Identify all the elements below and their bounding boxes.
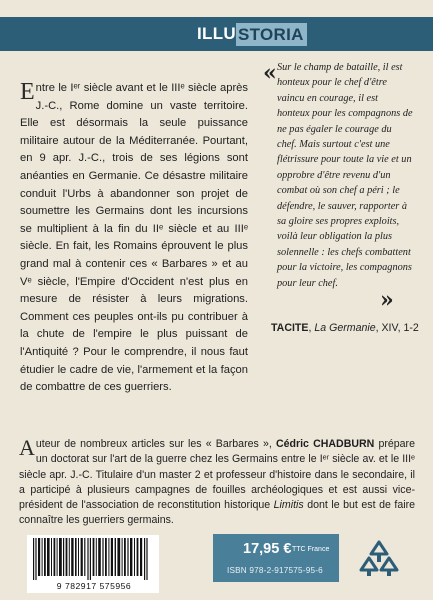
bio-text-3: dont le but est de faire connaître les guerriers germains. [19,499,415,527]
bio-dropcap: A [19,435,35,460]
quote-text: Sur le champ de bataille, il est honteux pour le chef d'être vaincu en courage, il est honteux pour les compagnons de ne pas égaler le courage du chef. Mais surtout c'est une flétrissure pour toute la vie et un opprobre d'être revenu d'un combat où son chef a péri ; le défendre, le sauver, rapporter à sa gloire ses propres exploits, voilà leur obligation la plus solennelle : les chefs combattent pour la victoire, les compagnons pour leur chef. [277,62,413,289]
barcode [27,535,159,593]
summary-paragraph [20,80,248,397]
isbn-number: ISBN 978-2-917575-95-6 [227,566,323,575]
barcode-bars [33,538,153,580]
quote-close-mark: » [380,287,394,313]
association-name: Limitis [273,499,304,512]
price-ttc: TTC France [292,546,330,553]
brand-part-1: ILLU [197,24,236,43]
quote-open-mark: « [263,60,277,86]
quote-author: TACITE [271,322,309,334]
bio-text-1: uteur de nombreux articles sur les « Barbares », [35,438,276,450]
quote-attribution: TACITE, La Germanie, XIV, 1-2 [271,322,419,334]
barcode-digits: 9 782917 575956 [56,581,132,591]
quote-work: La Germanie [314,322,376,334]
price-amount: 17,95 € [243,541,292,557]
collection-logo [197,17,317,51]
author-name: Cédric CHADBURN [275,438,375,450]
price-box [213,534,339,582]
author-bio [19,437,415,529]
dropcap: E [20,79,35,105]
publisher-logo-icon [356,536,402,582]
brand-part-2: STORIA [236,23,307,46]
summary-text: ntre le Iᵉʳ siècle avant et le IIIᵉ siècle après J.-C., Rome domine un vaste territoire. Elle est désormais la seule puissance militaire autour de la Méditerranée. Pourtant, en 9 apr. J.-C., trois de ses légions sont anéanties en Germanie. Ce désastre militaire conduit l'Urbs à abandonner son projet de soumettre les Germains dont les incursions se multiplient à la fin du IIᵉ siècle et au IIIᵉ siècle. En fait, les Romains éprouvent le plus grand mal à contenir ces « Barbares » et au Vᵉ siècle, l'Empire d'Occident n'est plus en mesure de résister à leurs migrations. Comment ces peuples ont-ils pu contribuer à la chute de l'empire le plus puissant de l'Antiquité ? Pour le comprendre, il nous faut étudier le cadre de vie, l'armement et la façon de combattre de ces guerriers. [20,82,248,394]
bio-text-2: prépare un doctorat sur l'art de la guerre chez les Germains entre le Iᵉʳ siècle av. et le IIIᵉ siècle apr. J.-C. Titulaire d'un master 2 et professeur d'histoire dans le secondaire, il a participé à plusieurs campagnes de fouilles archéologiques et est aussi vice-président de l'association de reconstitution historique [19,438,415,512]
quote-ref: , XIV, 1-2 [375,322,419,334]
